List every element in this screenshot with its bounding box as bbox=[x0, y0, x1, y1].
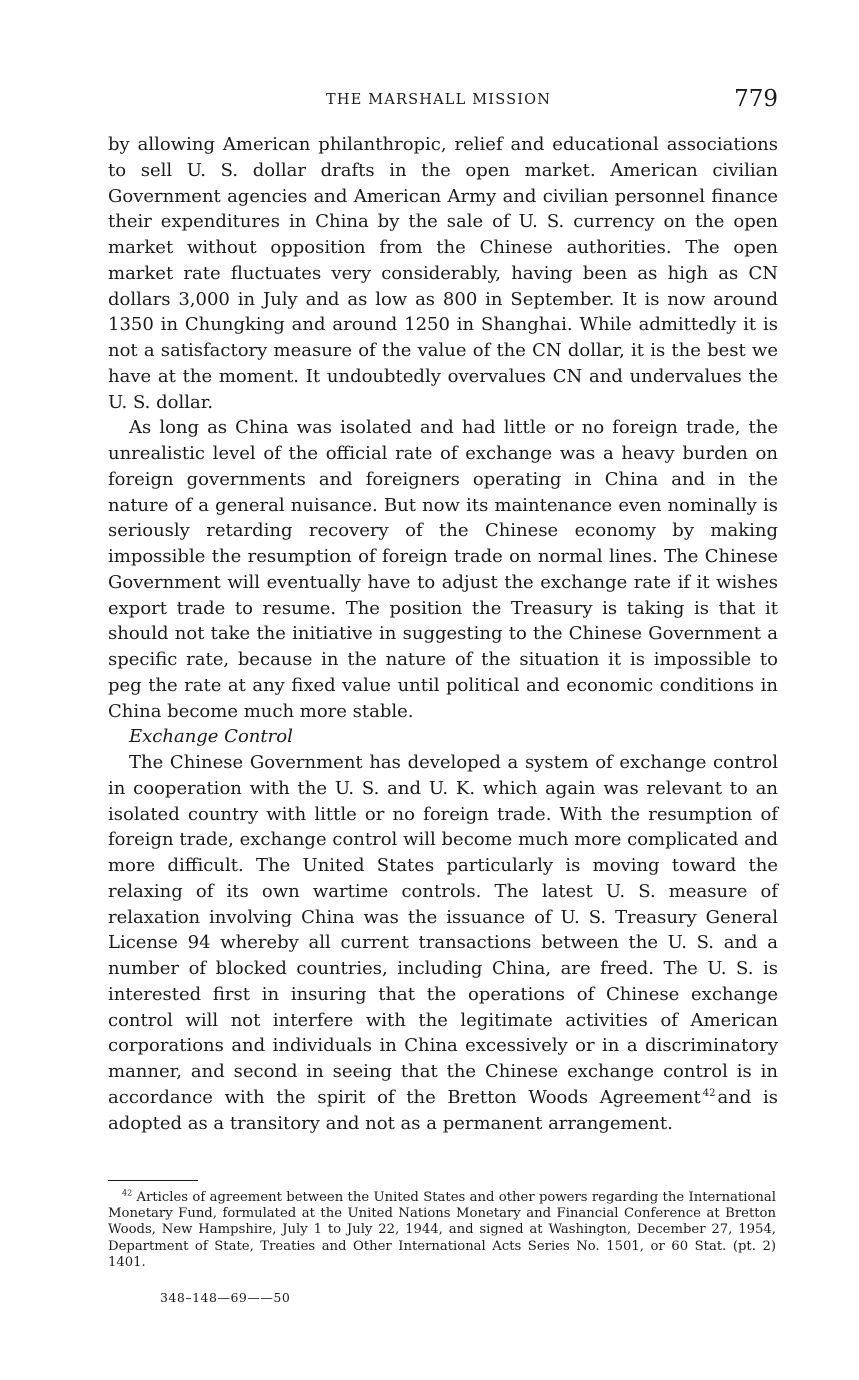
paragraph-3-text-end: and is adopted as a transitory and not as a permanent arrangement. bbox=[108, 1086, 778, 1134]
footnote-divider bbox=[108, 1180, 198, 1181]
paragraph-2: As long as China was isolated and had little or no foreign trade, the unrealistic level of the official rate of exchange was a heavy burden on foreign governments and foreigners operating in China and in the nature of a general nuisance. But now its maintenance even nominally is seriously retarding recovery of the Chinese economy by making impossible the resumption of foreign trade on normal lines. The Chinese Government will eventually have to adjust the exchange rate if it wishes export trade to resume. The position the Treasury is taking is that it should not take the initiative in suggesting to the Chinese Government a specific rate, because in the nature of the situation it is impossible to peg the rate at any fixed value until political and economic conditions in China become much more stable. bbox=[108, 417, 778, 722]
footnote-marker: 42 bbox=[122, 1188, 133, 1198]
page-number: 779 bbox=[734, 86, 778, 112]
footnote-reference-42: 42 bbox=[702, 1087, 716, 1099]
footnote-text: Articles of agreement between the United States and other powers regarding the International Monetary Fund, formulated at the United Nations Monetary and Financial Conference at Bretton Woods, New Hampshire, July 1 to July 22, 1944, and signed at Washington, December 27, 1954, Department of State, Treaties and Other International Acts Series No. 1501, or 60 Stat. (pt. 2) 1401. bbox=[108, 1190, 776, 1270]
running-title: THE MARSHALL MISSION bbox=[326, 92, 552, 108]
section-heading-exchange-control: Exchange Control bbox=[129, 726, 293, 748]
paragraph-1: by allowing American philanthropic, relief and educational associations to sell U. S. dollar drafts in the open market. American civilian Government agencies and American Army and civilian personnel finance their expenditures in China by the sale of U. S. currency on the open market without opposition from the Chinese authorities. The open market rate fluctuates very considerably, having been as high as CN dollars 3,000 in July and as low as 800 in September. It is now around 1350 in Chungking and around 1250 in Shanghai. While admittedly it is not a satisfactory measure of the value of the CN dollar, it is the best we have at the moment. It undoubtedly overvalues CN and undervalues the U. S. dollar. bbox=[108, 134, 778, 413]
paragraph-3-text: The Chinese Government has developed a system of exchange control in cooperation with the U. S. and U. K. which again was relevant to an isolated country with little or no foreign trade. With the resumption of foreign trade, exchange control will become much more complicated and more difficult. The United States particularly is moving toward the relaxing of its own wartime controls. The latest U. S. measure of relaxation involving China was the issuance of U. S. Treasury General License 94 whereby all current transactions between the U. S. and a number of blocked countries, including China, are freed. The U. S. is interested first in insuring that the operations of Chinese exchange control will not interfere with the legitimate activities of American corporations and individuals in China excessively or in a discriminatory manner, and second in seeing that the Chinese exchange control is in accordance with the spirit of the Bretton Woods Agreement bbox=[108, 752, 778, 1108]
body-text bbox=[108, 132, 778, 1136]
paragraph-3 bbox=[108, 750, 778, 1136]
footnote-42 bbox=[108, 1190, 776, 1271]
print-code: 348–148—69——50 bbox=[160, 1290, 291, 1305]
running-head bbox=[108, 86, 778, 116]
